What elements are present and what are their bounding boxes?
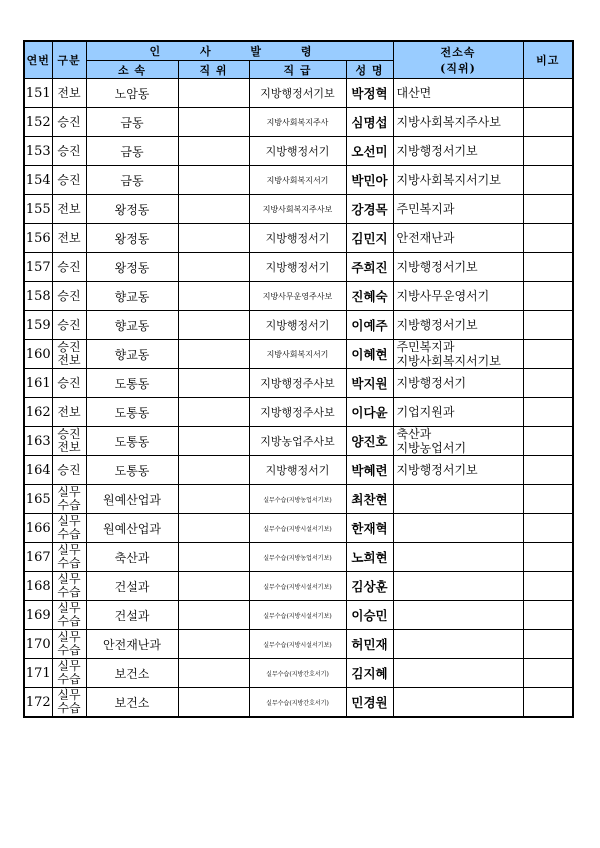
row-number: 158	[24, 282, 52, 311]
row-prev-dept	[393, 369, 523, 398]
category-line: 승진	[57, 259, 81, 274]
category-line: 실무	[57, 485, 81, 499]
row-note	[523, 282, 573, 311]
prev-dept-line: 축산과	[396, 427, 432, 441]
row-name: 김상훈	[346, 572, 393, 601]
table-row	[24, 572, 573, 601]
row-position	[178, 485, 249, 514]
row-name: 박혜련	[346, 456, 393, 485]
table-body	[24, 79, 573, 718]
prev-dept-line: 안전재난과	[396, 231, 455, 245]
row-dept: 원예산업과	[86, 514, 178, 543]
row-category	[52, 79, 86, 108]
row-prev-dept	[393, 398, 523, 427]
row-name: 최찬현	[346, 485, 393, 514]
row-position	[178, 137, 249, 166]
row-name: 심명섭	[346, 108, 393, 137]
table-row	[24, 543, 573, 572]
row-note	[523, 601, 573, 630]
row-number: 155	[24, 195, 52, 224]
category-line: 수습	[57, 672, 81, 686]
row-number: 167	[24, 543, 52, 572]
row-category	[52, 224, 86, 253]
header-position: 직 위	[178, 61, 249, 79]
row-name: 오선미	[346, 137, 393, 166]
row-dept: 도통동	[86, 398, 178, 427]
row-number: 156	[24, 224, 52, 253]
row-name: 김지혜	[346, 659, 393, 688]
prev-dept-line: 지방행정서기	[396, 376, 467, 390]
table-row	[24, 282, 573, 311]
row-category	[52, 485, 86, 514]
row-note	[523, 456, 573, 485]
row-position	[178, 224, 249, 253]
row-grade: 지방행정서기	[249, 311, 346, 340]
row-number: 153	[24, 137, 52, 166]
row-note	[523, 485, 573, 514]
row-category	[52, 166, 86, 195]
row-category	[52, 369, 86, 398]
row-category	[52, 253, 86, 282]
row-grade: 실무수습(지방시설서기보)	[249, 514, 346, 543]
row-dept: 건설과	[86, 572, 178, 601]
category-line: 전보	[57, 230, 81, 245]
row-category	[52, 311, 86, 340]
table-row	[24, 485, 573, 514]
header-grade: 직 급	[249, 61, 346, 79]
category-line: 전보	[57, 85, 81, 100]
prev-dept-line: 지방사회복지주사보	[396, 115, 501, 129]
row-grade: 지방행정서기	[249, 224, 346, 253]
row-position	[178, 543, 249, 572]
row-grade: 실무수습(지방간호서기)	[249, 688, 346, 718]
row-grade: 지방농업주사보	[249, 427, 346, 456]
table-row	[24, 514, 573, 543]
row-name: 박민아	[346, 166, 393, 195]
category-line: 승진	[57, 375, 81, 390]
row-number: 168	[24, 572, 52, 601]
header-category: 구분	[52, 41, 86, 79]
row-name: 노희현	[346, 543, 393, 572]
row-prev-dept	[393, 253, 523, 282]
row-position	[178, 166, 249, 195]
row-grade: 지방행정주사보	[249, 369, 346, 398]
category-line: 승진	[57, 114, 81, 129]
row-prev-dept	[393, 108, 523, 137]
row-note	[523, 688, 573, 718]
category-line: 수습	[57, 701, 81, 715]
row-note	[523, 108, 573, 137]
row-number: 152	[24, 108, 52, 137]
row-position	[178, 253, 249, 282]
table-row	[24, 427, 573, 456]
table-row	[24, 311, 573, 340]
row-dept: 도통동	[86, 369, 178, 398]
row-prev-dept	[393, 166, 523, 195]
row-dept: 안전재난과	[86, 630, 178, 659]
row-name: 민경원	[346, 688, 393, 718]
row-note	[523, 195, 573, 224]
row-note	[523, 340, 573, 369]
table-row	[24, 166, 573, 195]
prev-dept-line: 기업지원과	[396, 405, 455, 419]
category-line: 수습	[57, 614, 81, 628]
row-name: 주희진	[346, 253, 393, 282]
row-prev-dept	[393, 543, 523, 572]
row-category	[52, 137, 86, 166]
prev-dept-line: 지방행정서기보	[396, 318, 478, 332]
row-prev-dept	[393, 456, 523, 485]
row-category	[52, 282, 86, 311]
row-position	[178, 79, 249, 108]
row-number: 169	[24, 601, 52, 630]
row-name: 양진호	[346, 427, 393, 456]
row-note	[523, 166, 573, 195]
row-prev-dept	[393, 195, 523, 224]
row-dept: 향교동	[86, 340, 178, 369]
row-category	[52, 427, 86, 456]
prev-dept-line: 지방사회복지서기보	[396, 173, 501, 187]
header-prev-bottom: (직위)	[440, 62, 476, 75]
row-category	[52, 108, 86, 137]
row-position	[178, 427, 249, 456]
row-category	[52, 456, 86, 485]
prev-dept-line: 지방행정서기보	[396, 144, 478, 158]
row-position	[178, 311, 249, 340]
row-prev-dept	[393, 630, 523, 659]
row-dept: 보건소	[86, 659, 178, 688]
table-row	[24, 398, 573, 427]
row-grade: 지방행정서기	[249, 456, 346, 485]
row-category	[52, 398, 86, 427]
row-number: 163	[24, 427, 52, 456]
row-grade: 실무수습(지방간호서기)	[249, 659, 346, 688]
category-line: 실무	[57, 543, 81, 557]
category-line: 수습	[57, 643, 81, 657]
row-category	[52, 195, 86, 224]
row-grade: 실무수습(지방시설서기보)	[249, 601, 346, 630]
row-prev-dept	[393, 485, 523, 514]
row-category	[52, 659, 86, 688]
row-name: 한재혁	[346, 514, 393, 543]
category-line: 전보	[57, 201, 81, 216]
row-prev-dept	[393, 224, 523, 253]
row-prev-dept	[393, 427, 523, 456]
row-name: 허민재	[346, 630, 393, 659]
row-prev-dept	[393, 282, 523, 311]
row-dept: 도통동	[86, 427, 178, 456]
row-name: 이다윤	[346, 398, 393, 427]
table-row	[24, 79, 573, 108]
category-line: 전보	[57, 404, 81, 419]
category-line: 수습	[57, 556, 81, 570]
row-position	[178, 108, 249, 137]
prev-dept-line: 주민복지과	[396, 202, 455, 216]
row-prev-dept	[393, 514, 523, 543]
row-note	[523, 311, 573, 340]
row-prev-dept	[393, 340, 523, 369]
row-prev-dept	[393, 688, 523, 718]
personnel-order-table	[23, 40, 574, 718]
row-prev-dept	[393, 311, 523, 340]
row-name: 박지원	[346, 369, 393, 398]
row-category	[52, 543, 86, 572]
table-row	[24, 253, 573, 282]
row-note	[523, 398, 573, 427]
row-dept: 건설과	[86, 601, 178, 630]
table-row	[24, 688, 573, 718]
category-line: 실무	[57, 659, 81, 673]
row-position	[178, 398, 249, 427]
table-row	[24, 601, 573, 630]
row-dept: 금동	[86, 137, 178, 166]
row-grade: 지방행정서기보	[249, 79, 346, 108]
row-grade: 지방사회복지주사	[249, 108, 346, 137]
row-dept: 금동	[86, 108, 178, 137]
header-prev-top: 전소속	[440, 46, 476, 59]
category-line: 수습	[57, 527, 81, 541]
header-order-group: 인 사 발 령	[86, 41, 393, 61]
row-name: 진혜숙	[346, 282, 393, 311]
row-prev-dept	[393, 572, 523, 601]
row-grade: 지방행정주사보	[249, 398, 346, 427]
row-name: 김민지	[346, 224, 393, 253]
row-dept: 노암동	[86, 79, 178, 108]
category-line: 실무	[57, 601, 81, 615]
prev-dept-line: 지방행정서기보	[396, 260, 478, 274]
row-number: 166	[24, 514, 52, 543]
row-name: 박정혁	[346, 79, 393, 108]
row-note	[523, 369, 573, 398]
row-note	[523, 659, 573, 688]
table-row	[24, 659, 573, 688]
category-line: 전보	[57, 440, 81, 454]
row-number: 172	[24, 688, 52, 718]
row-dept: 왕정동	[86, 224, 178, 253]
row-position	[178, 688, 249, 718]
row-dept: 원예산업과	[86, 485, 178, 514]
row-grade: 실무수습(지방농업서기보)	[249, 543, 346, 572]
row-position	[178, 369, 249, 398]
table-row	[24, 195, 573, 224]
row-note	[523, 572, 573, 601]
header-no: 연번	[24, 41, 52, 79]
prev-dept-line: 지방사회복지서기보	[396, 354, 501, 368]
category-line: 승진	[57, 288, 81, 303]
category-line: 실무	[57, 688, 81, 702]
prev-dept-line: 지방사무운영서기	[396, 289, 490, 303]
header-name: 성 명	[346, 61, 393, 79]
row-grade: 실무수습(지방시설서기보)	[249, 572, 346, 601]
row-note	[523, 543, 573, 572]
category-line: 전보	[57, 353, 81, 367]
row-category	[52, 572, 86, 601]
table-row	[24, 340, 573, 369]
row-number: 164	[24, 456, 52, 485]
category-line: 수습	[57, 585, 81, 599]
category-line: 실무	[57, 630, 81, 644]
category-line: 승진	[57, 427, 81, 441]
table-row	[24, 369, 573, 398]
row-number: 160	[24, 340, 52, 369]
row-grade: 실무수습(지방농업서기보)	[249, 485, 346, 514]
row-position	[178, 572, 249, 601]
row-position	[178, 514, 249, 543]
row-position	[178, 340, 249, 369]
row-number: 170	[24, 630, 52, 659]
prev-dept-line: 대산면	[396, 86, 432, 100]
row-position	[178, 456, 249, 485]
category-line: 승진	[57, 143, 81, 158]
header-prev-dept	[393, 41, 523, 79]
prev-dept-line: 주민복지과	[396, 340, 455, 354]
category-line: 수습	[57, 498, 81, 512]
row-position	[178, 630, 249, 659]
row-dept: 보건소	[86, 688, 178, 718]
prev-dept-line: 지방행정서기보	[396, 463, 478, 477]
row-prev-dept	[393, 137, 523, 166]
row-grade: 지방사회복지서기	[249, 166, 346, 195]
category-line: 승진	[57, 340, 81, 354]
row-category	[52, 514, 86, 543]
row-note	[523, 224, 573, 253]
row-dept: 향교동	[86, 282, 178, 311]
row-note	[523, 630, 573, 659]
row-position	[178, 282, 249, 311]
row-position	[178, 601, 249, 630]
row-grade: 지방사무운영주사보	[249, 282, 346, 311]
row-prev-dept	[393, 659, 523, 688]
row-number: 154	[24, 166, 52, 195]
row-prev-dept	[393, 601, 523, 630]
category-line: 승진	[57, 462, 81, 477]
row-dept: 향교동	[86, 311, 178, 340]
row-number: 151	[24, 79, 52, 108]
row-grade: 지방행정서기	[249, 253, 346, 282]
row-note	[523, 514, 573, 543]
row-category	[52, 630, 86, 659]
row-name: 이혜현	[346, 340, 393, 369]
row-note	[523, 427, 573, 456]
row-category	[52, 688, 86, 718]
row-note	[523, 137, 573, 166]
row-dept: 왕정동	[86, 195, 178, 224]
row-dept: 도통동	[86, 456, 178, 485]
category-line: 실무	[57, 572, 81, 586]
table-row	[24, 108, 573, 137]
header-dept: 소 속	[86, 61, 178, 79]
row-prev-dept	[393, 79, 523, 108]
row-category	[52, 601, 86, 630]
row-number: 162	[24, 398, 52, 427]
row-number: 165	[24, 485, 52, 514]
table-row	[24, 630, 573, 659]
row-grade: 지방사회복지서기	[249, 340, 346, 369]
row-category	[52, 340, 86, 369]
row-dept: 왕정동	[86, 253, 178, 282]
table-row	[24, 224, 573, 253]
row-dept: 금동	[86, 166, 178, 195]
table-row	[24, 456, 573, 485]
row-number: 161	[24, 369, 52, 398]
row-name: 이예주	[346, 311, 393, 340]
row-grade: 실무수습(지방시설서기보)	[249, 630, 346, 659]
row-note	[523, 79, 573, 108]
table-row	[24, 137, 573, 166]
category-line: 승진	[57, 317, 81, 332]
row-grade: 지방사회복지주사보	[249, 195, 346, 224]
row-dept: 축산과	[86, 543, 178, 572]
header-note: 비고	[523, 41, 573, 79]
row-position	[178, 195, 249, 224]
row-number: 157	[24, 253, 52, 282]
prev-dept-line: 지방농업서기	[396, 441, 467, 455]
row-number: 171	[24, 659, 52, 688]
row-note	[523, 253, 573, 282]
category-line: 승진	[57, 172, 81, 187]
row-grade: 지방행정서기	[249, 137, 346, 166]
row-number: 159	[24, 311, 52, 340]
row-name: 이승민	[346, 601, 393, 630]
row-position	[178, 659, 249, 688]
row-name: 강경목	[346, 195, 393, 224]
category-line: 실무	[57, 514, 81, 528]
